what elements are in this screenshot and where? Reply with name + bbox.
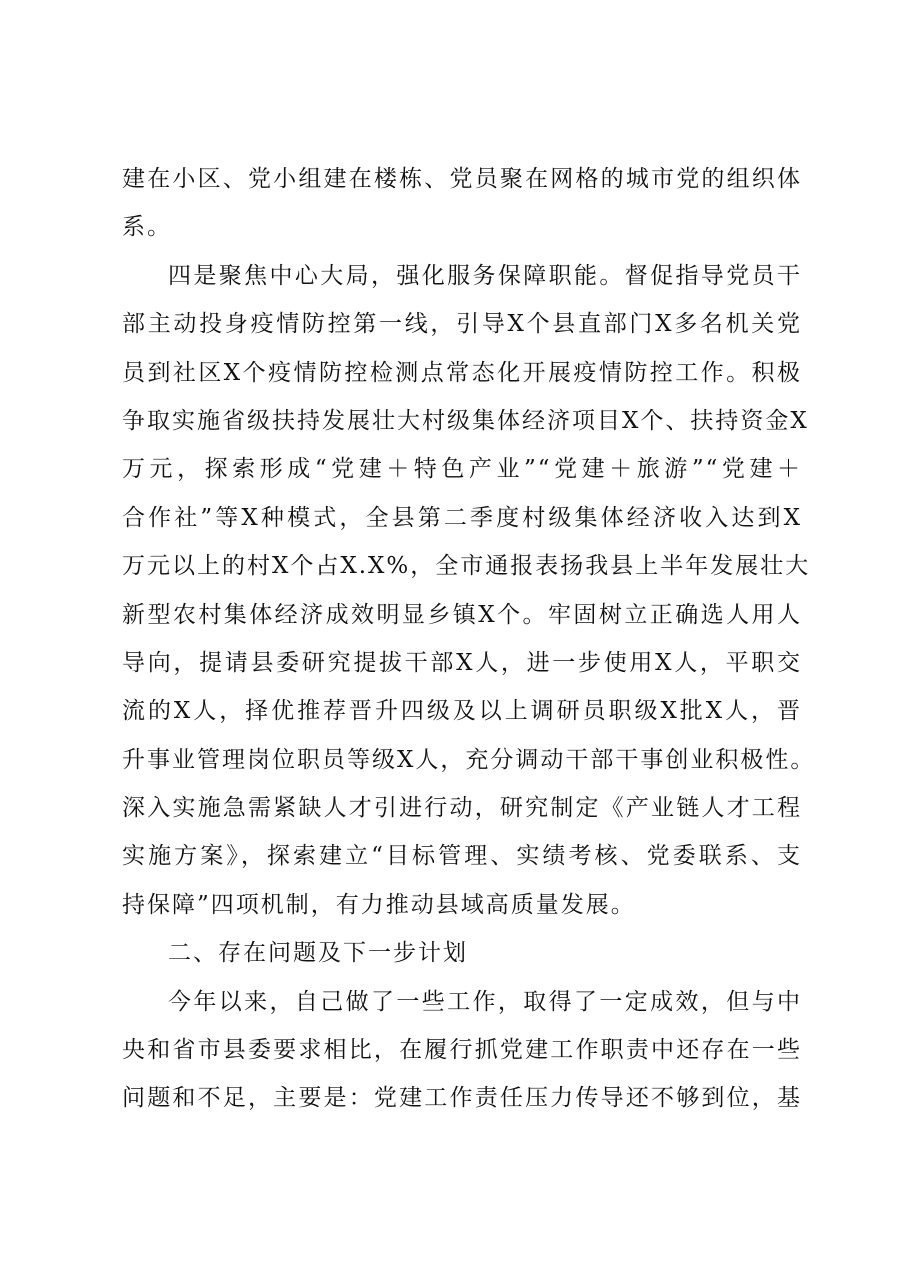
document-body bbox=[122, 155, 816, 1123]
section-heading: 二、存在问题及下一步计划 bbox=[168, 940, 468, 967]
text-line: 部主动投身疫情防控第一线，引导X个县直部门X多名机关党 bbox=[122, 311, 802, 338]
text-line: 员到社区X个疫情防控检测点常态化开展疫情防控工作。积极 bbox=[122, 359, 802, 386]
text-line: 万元以上的村X个占X.X%，全市通报表扬我县上半年发展壮大 bbox=[122, 553, 811, 580]
text-line: 合作社”等X种模式，全县第二季度村级集体经济收入达到X bbox=[122, 504, 802, 531]
text-line: 争取实施省级扶持发展壮大村级集体经济项目X个、扶持资金X bbox=[122, 407, 809, 434]
text-line: 问题和不足，主要是：党建工作责任压力传导还不够到位，基 bbox=[122, 1085, 802, 1112]
paragraph-start-line: 今年以来，自己做了一些工作，取得了一定成效，但与中 bbox=[168, 988, 802, 1015]
text-line: 升事业管理岗位职员等级X人，充分调动干部干事创业积极性。 bbox=[122, 746, 816, 773]
text-line: 导向，提请县委研究提拔干部X人，进一步使用X人，平职交 bbox=[122, 649, 802, 676]
text-line: 万元，探索形成“党建＋特色产业”“党建＋旅游”“党建＋ bbox=[122, 456, 802, 483]
text-line: 新型农村集体经济成效明显乡镇X个。牢固树立正确选人用人 bbox=[122, 601, 802, 628]
text-line: 持保障”四项机制，有力推动县域高质量发展。 bbox=[122, 891, 636, 918]
text-line: 实施方案》，探索建立“目标管理、实绩考核、党委联系、支 bbox=[122, 843, 802, 870]
text-line: 深入实施急需紧缺人才引进行动，研究制定《产业链人才工程 bbox=[122, 795, 802, 822]
text-line: 系。 bbox=[122, 214, 172, 241]
text-line: 建在小区、党小组建在楼栋、党员聚在网格的城市党的组织体 bbox=[122, 166, 802, 192]
text-line: 央和省市县委要求相比，在履行抓党建工作职责中还存在一些 bbox=[122, 1037, 802, 1064]
text-line: 流的X人，择优推荐晋升四级及以上调研员职级X批X人，晋 bbox=[122, 698, 802, 725]
paragraph-start-line: 四是聚焦中心大局，强化服务保障职能。督促指导党员干 bbox=[168, 262, 802, 289]
